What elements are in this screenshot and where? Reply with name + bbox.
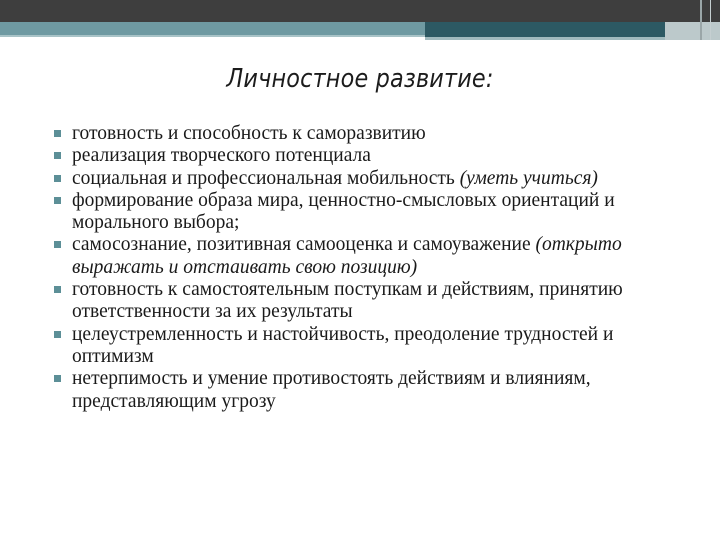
square-bullet-icon — [54, 375, 61, 382]
header-corner-line — [700, 0, 702, 40]
square-bullet-icon — [54, 175, 61, 182]
header-dark-band — [0, 0, 720, 22]
header-accent-line-right — [425, 37, 665, 40]
header-accent-stripe-right — [425, 22, 665, 37]
header-corner-line-thin — [710, 0, 711, 40]
list-item — [54, 123, 674, 145]
square-bullet-icon — [54, 286, 61, 293]
list-item-text: нетерпимость и умение противостоять действиям и влияниям, представляющим угрозу — [72, 368, 591, 412]
list-item-text: реализация творческого потенциала — [72, 145, 371, 167]
list-item-text: готовность и способность к саморазвитию — [72, 123, 426, 144]
header-accent-stripe-left — [0, 22, 425, 35]
list-item — [54, 190, 674, 235]
list-item-text: самосознание, позитивная самооценка и самоуважение — [72, 234, 536, 256]
square-bullet-icon — [54, 241, 61, 248]
square-bullet-icon — [54, 130, 61, 137]
list-item — [54, 145, 674, 167]
list-item-italic-note: (уметь учиться) — [459, 167, 598, 189]
slide-title: Личностное развитие: — [226, 64, 494, 94]
header-corner-block — [665, 22, 720, 40]
square-bullet-icon — [54, 331, 61, 338]
list-item-italic-note: (открыто выражать и отстаивать свою позицию) — [72, 234, 622, 278]
list-item — [54, 168, 674, 190]
list-item-text: социальная и профессиональная мобильность — [72, 167, 460, 189]
bullet-list — [54, 123, 674, 413]
list-item-text: формирование образа мира, ценностно-смысловых ориентаций и морального выбора; — [72, 189, 615, 234]
list-item — [54, 324, 674, 369]
list-item — [54, 279, 674, 324]
list-item-text: готовность к самостоятельным поступкам и действиям, принятию ответственности за их результаты — [72, 279, 623, 323]
square-bullet-icon — [54, 152, 61, 159]
list-item-text: целеустремленность и настойчивость, преодоление трудностей и оптимизм — [72, 323, 614, 367]
square-bullet-icon — [54, 197, 61, 204]
list-item — [54, 368, 674, 413]
list-item — [54, 234, 674, 279]
